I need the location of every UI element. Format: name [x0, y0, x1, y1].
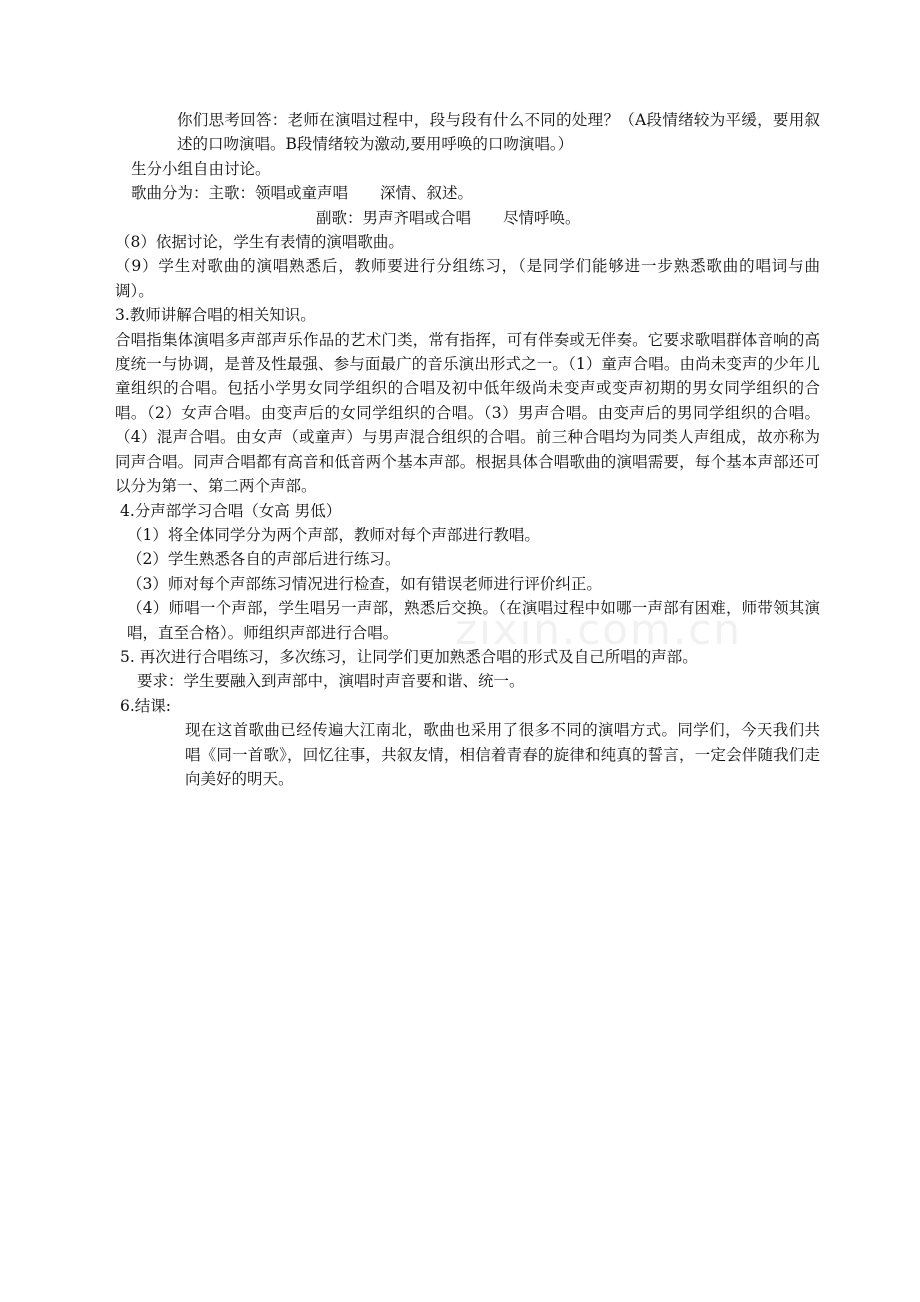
chorus-style: 尽情呼唤。	[503, 208, 581, 227]
paragraph-question: 你们思考回答：老师在演唱过程中，段与段有什么不同的处理？（A段情绪较为平缓，要用叙述的口吻演唱。B段情绪较为激动,要用呼唤的口吻演唱。）	[177, 111, 820, 154]
document-body	[115, 108, 820, 791]
verse-label: 歌曲分为：主歌：领唱或童声唱	[131, 184, 349, 203]
paragraph-part-2: （2）学生熟悉各自的声部后进行练习。	[127, 550, 401, 569]
paragraph-part-1: （1）将全体同学分为两个声部，教师对每个声部进行教唱。	[127, 525, 540, 544]
paragraph-requirement: 要求：学生要融入到声部中，演唱时声音要和谐、统一。	[137, 672, 525, 691]
paragraph-group-discussion: 生分小组自由讨论。	[131, 159, 271, 178]
verse-style: 深情、叙述。	[380, 184, 474, 203]
watermark: zixin.com.cn	[455, 605, 742, 654]
paragraph-section-3: 3.教师讲解合唱的相关知识。	[115, 306, 316, 325]
paragraph-chorus	[115, 206, 820, 230]
paragraph-part-3: （3）师对每个声部练习情况进行检查，如有错误老师进行评价纠正。	[127, 574, 602, 593]
chorus-label: 副歌：男声齐唱或合唱	[316, 208, 472, 227]
paragraph-part-4: （4）师唱一个声部，学生唱另一声部，熟悉后交换。（在演唱过程中如哪一声部有困难，师带领其演唱，直至合格）。师组织声部进行合唱。	[127, 599, 820, 642]
paragraph-step-8: （8）依据讨论，学生有表情的演唱歌曲。	[115, 233, 404, 252]
paragraph-closing: 现在这首歌曲已经传遍大江南北，歌曲也采用了很多不同的演唱方式。同学们，今天我们共唱《同一首歌》，回忆往事，共叙友情，相信着青春的旋律和纯真的誓言，一定会伴随我们走向美好的明天。	[185, 721, 820, 788]
paragraph-section-4: 4.分声部学习合唱（女高 男低）	[120, 501, 342, 520]
paragraph-chorus-knowledge: 合唱指集体演唱多声部声乐作品的艺术门类，常有指挥，可有伴奏或无伴奏。它要求歌唱群体音响的高度统一与协调，是普及性最强、参与面最广的音乐演出形式之一。（1）童声合唱。由尚未变声的少年儿童组织的合唱。包括小学男女同学组织的合唱及初中低年级尚未变声或变声初期的男女同学组织的合唱。（2）女声合唱。由变声后的女同学组织的合唱。（3）男声合唱。由变声后的男同学组织的合唱。（4）混声合唱。由女声（或童声）与男声混合组织的合唱。前三种合唱均为同类人声组成，故亦称为同声合唱。同声合唱都有高音和低音两个基本声部。根据具体合唱歌曲的演唱需要，每个基本声部还可以分为第一、第二两个声部。	[115, 330, 820, 496]
paragraph-section-5: 5. 再次进行合唱练习，多次练习，让同学们更加熟悉合唱的形式及自己所唱的声部。	[120, 647, 698, 666]
paragraph-verse	[115, 181, 820, 205]
paragraph-section-6: 6.结课:	[120, 696, 172, 715]
paragraph-step-9: （9）学生对歌曲的演唱熟悉后，教师要进行分组练习，（是同学们能够进一步熟悉歌曲的唱词与曲调）。	[115, 257, 820, 300]
